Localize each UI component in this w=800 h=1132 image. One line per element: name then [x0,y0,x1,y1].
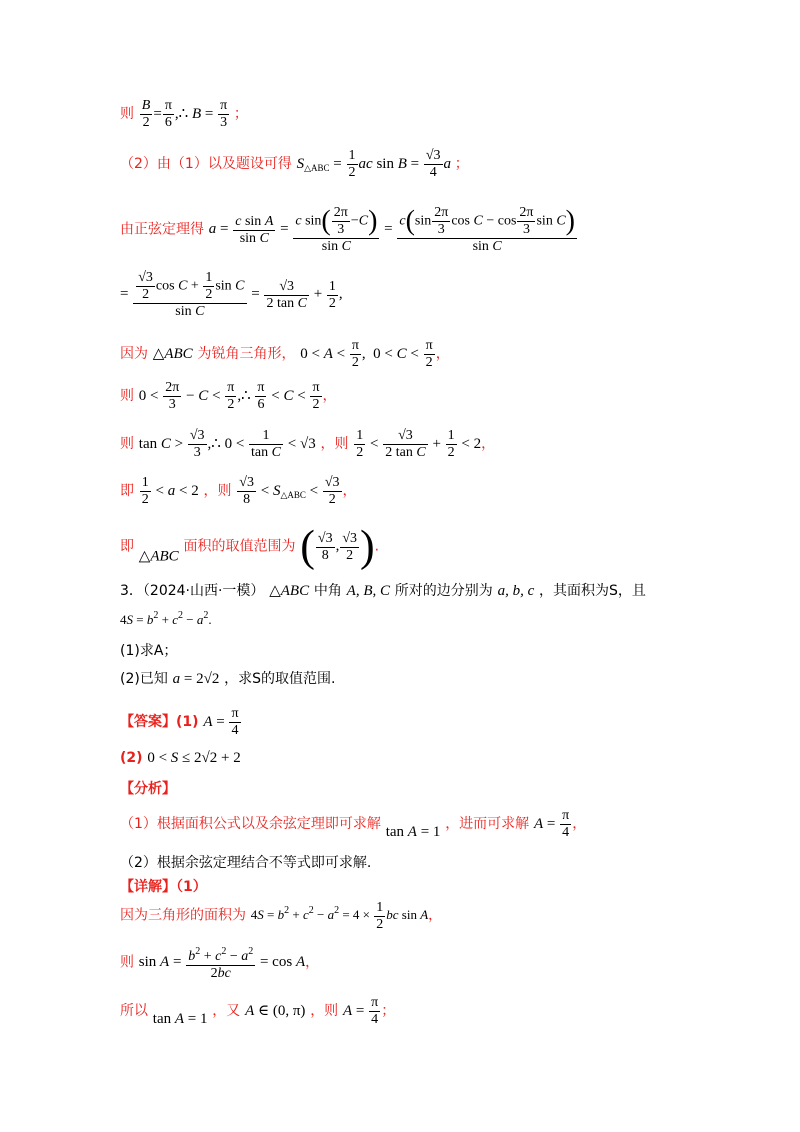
answer-part-1: 【答案】(1) A = $\frac{\pi}{4}$ [120,706,239,738]
answer-part-2: (2) 0 < S ≤ 2√2 + 2 [120,750,241,766]
detail-heading: 【详解】（1） [120,879,207,895]
detail-line-1: 因为三角形的面积为 $4S = b^2 + c^2 - a^2 = 4$ × $\frac{1}{2}$ bc sin A， [120,900,443,932]
line-b-value: 则 $\frac{B}{2}$ = $\frac{\pi}{6}$ ,∴ B = $\frac{\pi}{3}$ ； [120,98,248,130]
analysis-part-2: （2）根据余弦定理结合不等式即可求解. [120,855,372,871]
line-tan-range: 则 tan C > $\frac{√3}{3}$ ,∴ 0 < $\frac{1}{\text{tan C}}$ < √3 ，则 $\frac{1}{2}$ < $\frac{√3}{\text{2 tan C}}$ + $\frac{1}{2}$ < 2， [120,428,496,460]
line-c-range: 则 0 < $\frac{2\pi}{3}$ − C < $\frac{\pi}{2}$ ,∴ $\frac{\pi}{6}$ < C < $\frac{\pi}{2}$ ， [120,380,337,412]
detail-line-3: 所以 tan A = 1 ，又 A ∈ (0, π) ，则 A = $\frac{\pi}{4}$ ； [120,995,396,1027]
line-area-expression: （2）由（1）以及题设可得 $S_{\triangle ABC}$ = $\frac{1}{2}$ ac sin B = $\frac{√3}{4}$ a ； [120,148,469,180]
line-a-range: 即 $\frac{1}{2}$ < a < 2 ，则 $\frac{√3}{8}$ < $S_{\triangle ABC}$ < $\frac{√3}{2}$ ， [120,475,357,507]
question-3-part-1: (1)求A； [120,643,178,659]
question-3-condition: $4S = b^2 + c^2 - a^2$. [120,610,212,627]
analysis-heading: 【分析】 [120,781,176,797]
line-sine-law: 由正弦定理得 a = $\frac{\text{c sin A}}{\text{sin C}}$ = c sin( $\frac{2\pi}{3}$ −C) sin C = c(sin $\frac{2\pi}{3}$ cos C − cos $\frac{2\pi}{3}$ sin C) sin C [120,205,575,254]
analysis-part-1: （1）根据面积公式以及余弦定理即可求解 tan A = 1 ，进而可求解 A = $\frac{\pi}{4}$ ， [120,808,587,840]
line-acute-triangle: 因为 △ABC 为锐角三角形， 0 < A < $\frac{\pi}{2}$ , 0 < C < $\frac{\pi}{2}$ ， [120,338,450,370]
line-simplify: = $\frac{√3}{2}$ cos C + $\frac{1}{2}$ sin C sin C = $\frac{√3}{\text{2 tan C}}$ + $\frac{1}{2}$ , [120,270,343,319]
question-3-part-2: (2)已知 a = 2√2 ，求S的取值范围. [120,671,336,687]
detail-line-2: 则 sin A = $\frac{b^2 + c^2 - a^2}{2bc}$ = cos A， [120,946,320,981]
line-area-range: 即 △ABC 面积的取值范围为 ( $\frac{√3}{8}$ , $\frac{√3}{2}$ ). [120,522,380,571]
question-3-stem: 3．（2024·山西·一模） △ABC 中角 A, B, C 所对的边分别为 a, b, c ，其面积为S，且 [120,583,646,599]
